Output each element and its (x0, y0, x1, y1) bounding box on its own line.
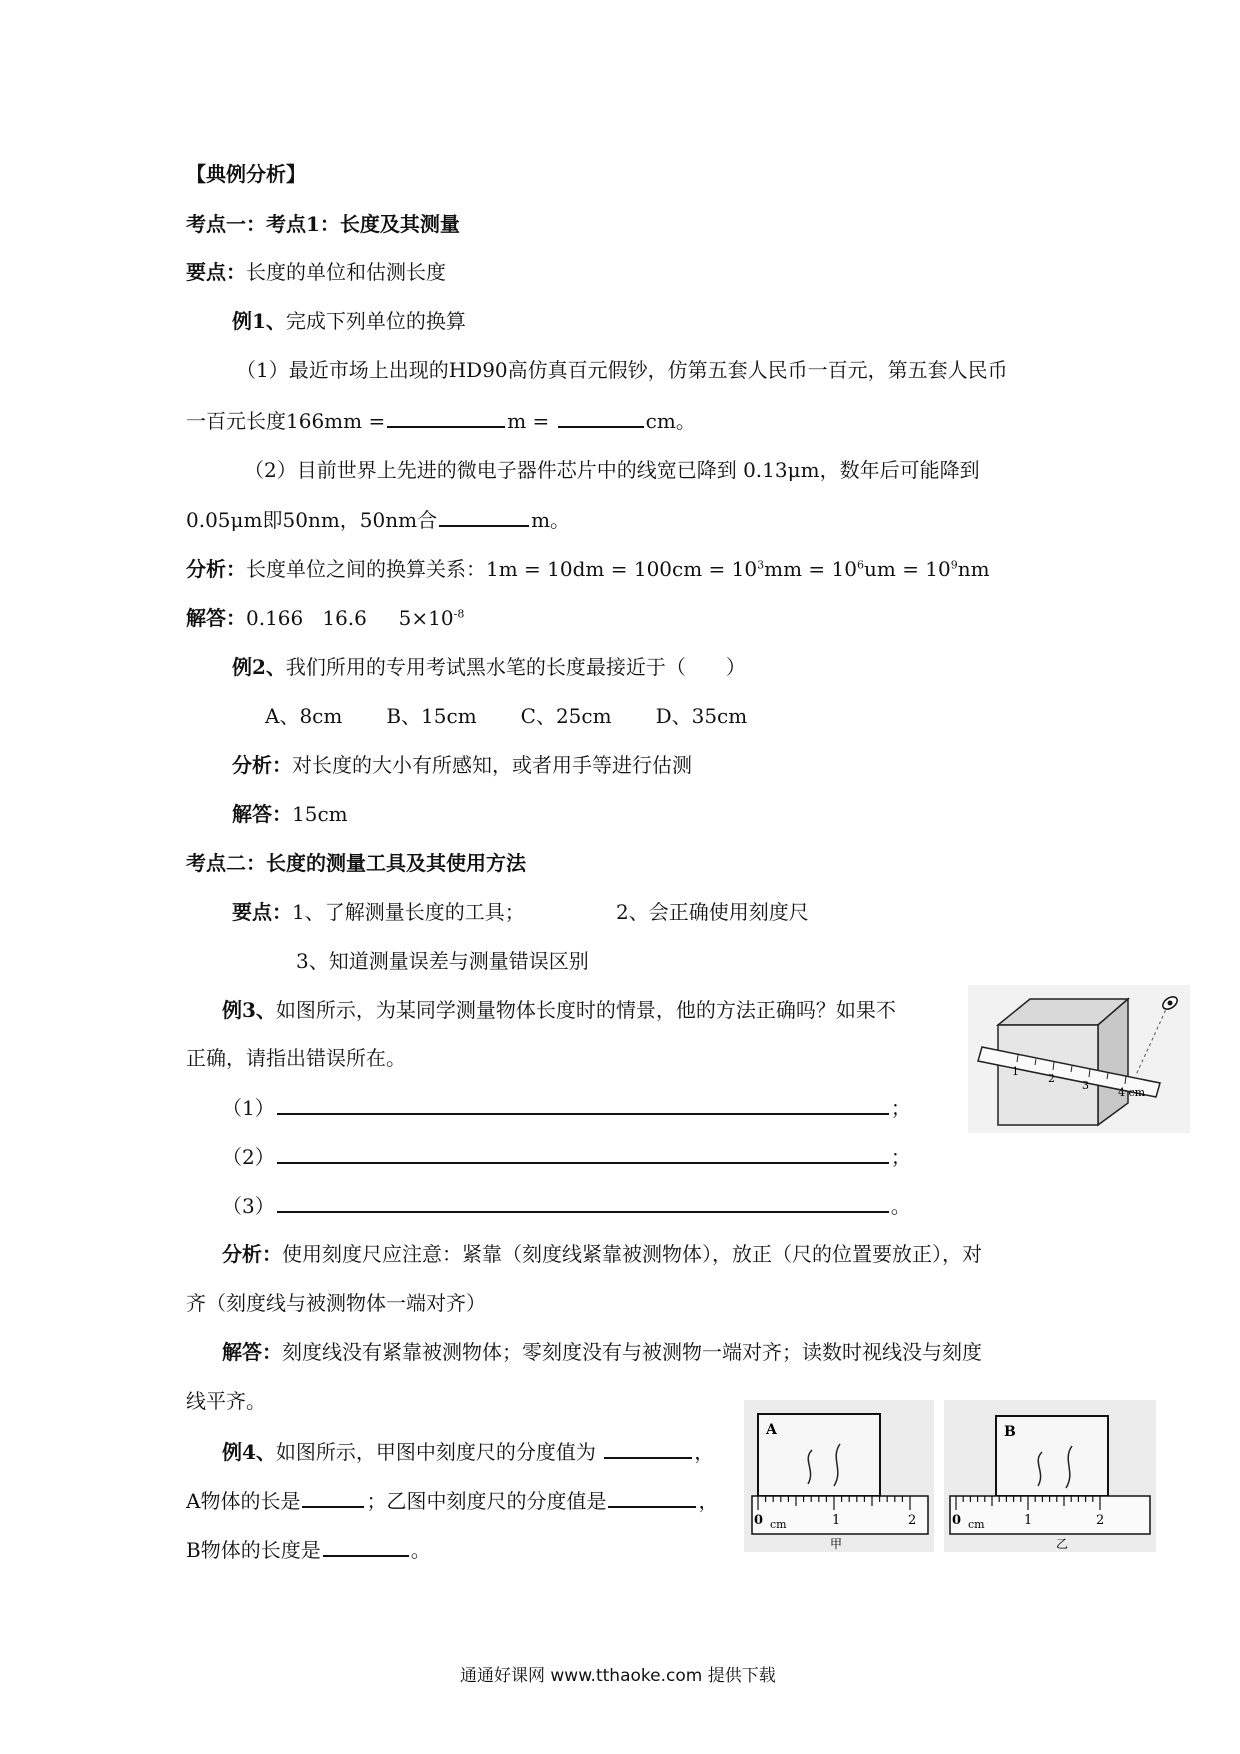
tick-label-2: 2 (1096, 1513, 1105, 1528)
analysis-text: 对长度的大小有所感知，或者用手等进行估测 (292, 753, 692, 777)
ex3-blank-2 (222, 1142, 911, 1171)
ex3-line2: 正确，请指出错误所在。 (186, 1046, 406, 1070)
answer-label: 解答： (186, 606, 246, 630)
answer-b: 16.6 (322, 606, 367, 630)
kaodian-1-title: 考点一：考点1：长度及其测量 (186, 212, 460, 236)
key-text: 长度的单位和估测长度 (246, 260, 446, 284)
exponent-6: 6 (856, 558, 864, 572)
example-label: 例3、 (222, 998, 276, 1022)
example-3-heading (222, 996, 896, 1024)
unit-m: m。 (531, 508, 571, 532)
example-label: 例1、 (232, 309, 286, 333)
example-1-heading (232, 307, 466, 335)
analysis-text: 使用刻度尺应注意：紧靠（刻度线紧靠被测物体），放正（尺的位置要放正），对 (282, 1242, 982, 1266)
ex3-answer-line2: 线平齐。 (186, 1389, 266, 1413)
fig-tick-1: 1 (1012, 1065, 1019, 1078)
ex3-analysis-line1 (222, 1240, 982, 1268)
kaodian-2-title: 考点二：长度的测量工具及其使用方法 (186, 851, 526, 875)
unit-m: m = (507, 409, 550, 433)
example-text: 我们所用的专用考试黑水笔的长度最接近于（ ） (285, 655, 746, 679)
tick-label-cm: cm (770, 1518, 787, 1531)
tick-label-2: 2 (908, 1513, 917, 1528)
text-a: A物体的长是 (186, 1489, 301, 1513)
answer-blank-cm[interactable] (558, 406, 644, 428)
blank-number: （2） (222, 1145, 275, 1169)
answer-a: 0.166 (246, 606, 304, 630)
figure-caption: 甲 (830, 1537, 843, 1551)
answer-exponent: -8 (453, 607, 465, 621)
analysis-label: 分析： (186, 557, 246, 581)
object-b-label: B (1004, 1424, 1016, 1440)
option-c[interactable]: C、25cm (520, 704, 612, 728)
option-a[interactable]: A、8cm (265, 704, 343, 728)
punct: 。 (410, 1538, 431, 1562)
analysis-text-d: nm (957, 557, 990, 581)
figure-caption: 乙 (1056, 1537, 1069, 1551)
kaodian-2-key-points (232, 898, 525, 926)
ruler-measurement-figure (968, 985, 1190, 1133)
key-label: 要点： (232, 900, 292, 924)
punct: ， (694, 1440, 715, 1464)
tick-label-1: 1 (1024, 1513, 1033, 1528)
ex1-analysis (186, 555, 990, 583)
fig-tick-3: 3 (1082, 1079, 1089, 1092)
ex3-analysis-line2: 齐（刻度线与被测物体一端对齐） (186, 1291, 486, 1315)
answer-text: 15cm (292, 802, 348, 826)
answer-text: 刻度线没有紧靠被测物体；零刻度没有与被测物一端对齐；读数时视线没与刻度 (282, 1340, 982, 1364)
key-2: 2、会正确使用刻度尺 (616, 900, 809, 924)
exponent-3: 3 (757, 558, 765, 572)
answer-label: 解答： (222, 1340, 282, 1364)
example-label: 例2、 (232, 655, 286, 679)
tick-label-0: 0 (952, 1513, 962, 1528)
q1-lead: 一百元长度166mm = (186, 409, 386, 433)
ex2-answer (232, 800, 348, 828)
option-b[interactable]: B、15cm (386, 704, 477, 728)
answer-line-3[interactable] (277, 1191, 889, 1213)
ex1-q1-line2 (186, 406, 696, 435)
answer-blank-length-b[interactable] (323, 1535, 409, 1557)
ex2-analysis (232, 751, 692, 779)
example-label: 例4、 (222, 1440, 276, 1464)
answer-blank-division-b[interactable] (608, 1486, 696, 1508)
section-title: 【典例分析】 (186, 162, 306, 186)
tick-label-0: 0 (754, 1513, 764, 1528)
exponent-9: 9 (950, 558, 958, 572)
example-text: 如图所示，为某同学测量物体长度时的情景，他的方法正确吗？如果不 (275, 998, 896, 1022)
ex3-answer-line1 (222, 1338, 982, 1366)
answer-c: 5×10 (398, 606, 454, 630)
tick-label-cm: cm (968, 1518, 985, 1531)
ex1-q1-line1: （1）最近市场上出现的HD90高仿真百元假钞，仿第五套人民币一百元，第五套人民币 (236, 358, 1008, 382)
ex1-answer (186, 604, 464, 632)
punct: 。 (890, 1194, 911, 1218)
q2-lead: 0.05μm即50nm，50nm合 (186, 508, 438, 532)
page-footer: 通通好课网 www.tthaoke.com 提供下载 (460, 1666, 776, 1686)
ex2-options (265, 702, 747, 730)
ex4-line2 (186, 1486, 718, 1515)
key-3: 3、知道测量误差与测量错误区别 (296, 949, 589, 973)
answer-label: 解答： (232, 802, 292, 826)
figure-jia (744, 1400, 934, 1552)
text-b: ；乙图中刻度尺的分度值是 (366, 1489, 607, 1513)
unit-cm: cm。 (645, 409, 696, 433)
text-a: B物体的长度是 (186, 1538, 321, 1562)
kaodian-1-key-points (186, 258, 446, 286)
ex1-q2-line2 (186, 505, 570, 534)
blank-number: （3） (222, 1194, 275, 1218)
punct: ， (698, 1489, 719, 1513)
key-1: 1、了解测量长度的工具； (292, 900, 525, 924)
analysis-text-c: um = 10 (863, 557, 951, 581)
answer-line-2[interactable] (277, 1142, 889, 1164)
tick-label-1: 1 (832, 1513, 841, 1528)
blank-number: （1） (222, 1096, 275, 1120)
answer-blank-division-a[interactable] (604, 1437, 692, 1459)
punct: ； (890, 1145, 911, 1169)
analysis-label: 分析： (232, 753, 292, 777)
figure-yi (944, 1400, 1156, 1552)
example-text: 完成下列单位的换算 (285, 309, 466, 333)
example-4-heading (222, 1437, 714, 1466)
answer-blank-m[interactable] (387, 406, 505, 428)
option-d[interactable]: D、35cm (655, 704, 748, 728)
object-a-label: A (766, 1422, 777, 1438)
fig-tick-2: 2 (1048, 1072, 1055, 1085)
answer-line-1[interactable] (277, 1093, 889, 1115)
example-text: 如图所示，甲图中刻度尺的分度值为 (275, 1440, 596, 1464)
ex1-q2-line1: （2）目前世界上先进的微电子器件芯片中的线宽已降到 0.13μm，数年后可能降到 (244, 458, 980, 482)
key-label: 要点： (186, 260, 246, 284)
analysis-text-b: mm = 10 (764, 557, 857, 581)
analysis-label: 分析： (222, 1242, 282, 1266)
punct: ； (890, 1096, 911, 1120)
example-2-heading (232, 653, 746, 681)
fig-tick-4cm: 4 cm (1118, 1086, 1146, 1099)
answer-blank-nm[interactable] (439, 505, 529, 527)
analysis-text-a: 长度单位之间的换算关系：1m = 10dm = 100cm = 10 (246, 557, 758, 581)
answer-blank-length-a[interactable] (302, 1486, 364, 1508)
ex4-line3 (186, 1535, 431, 1564)
ex3-blank-1 (222, 1093, 911, 1122)
ex3-blank-3 (222, 1191, 911, 1220)
